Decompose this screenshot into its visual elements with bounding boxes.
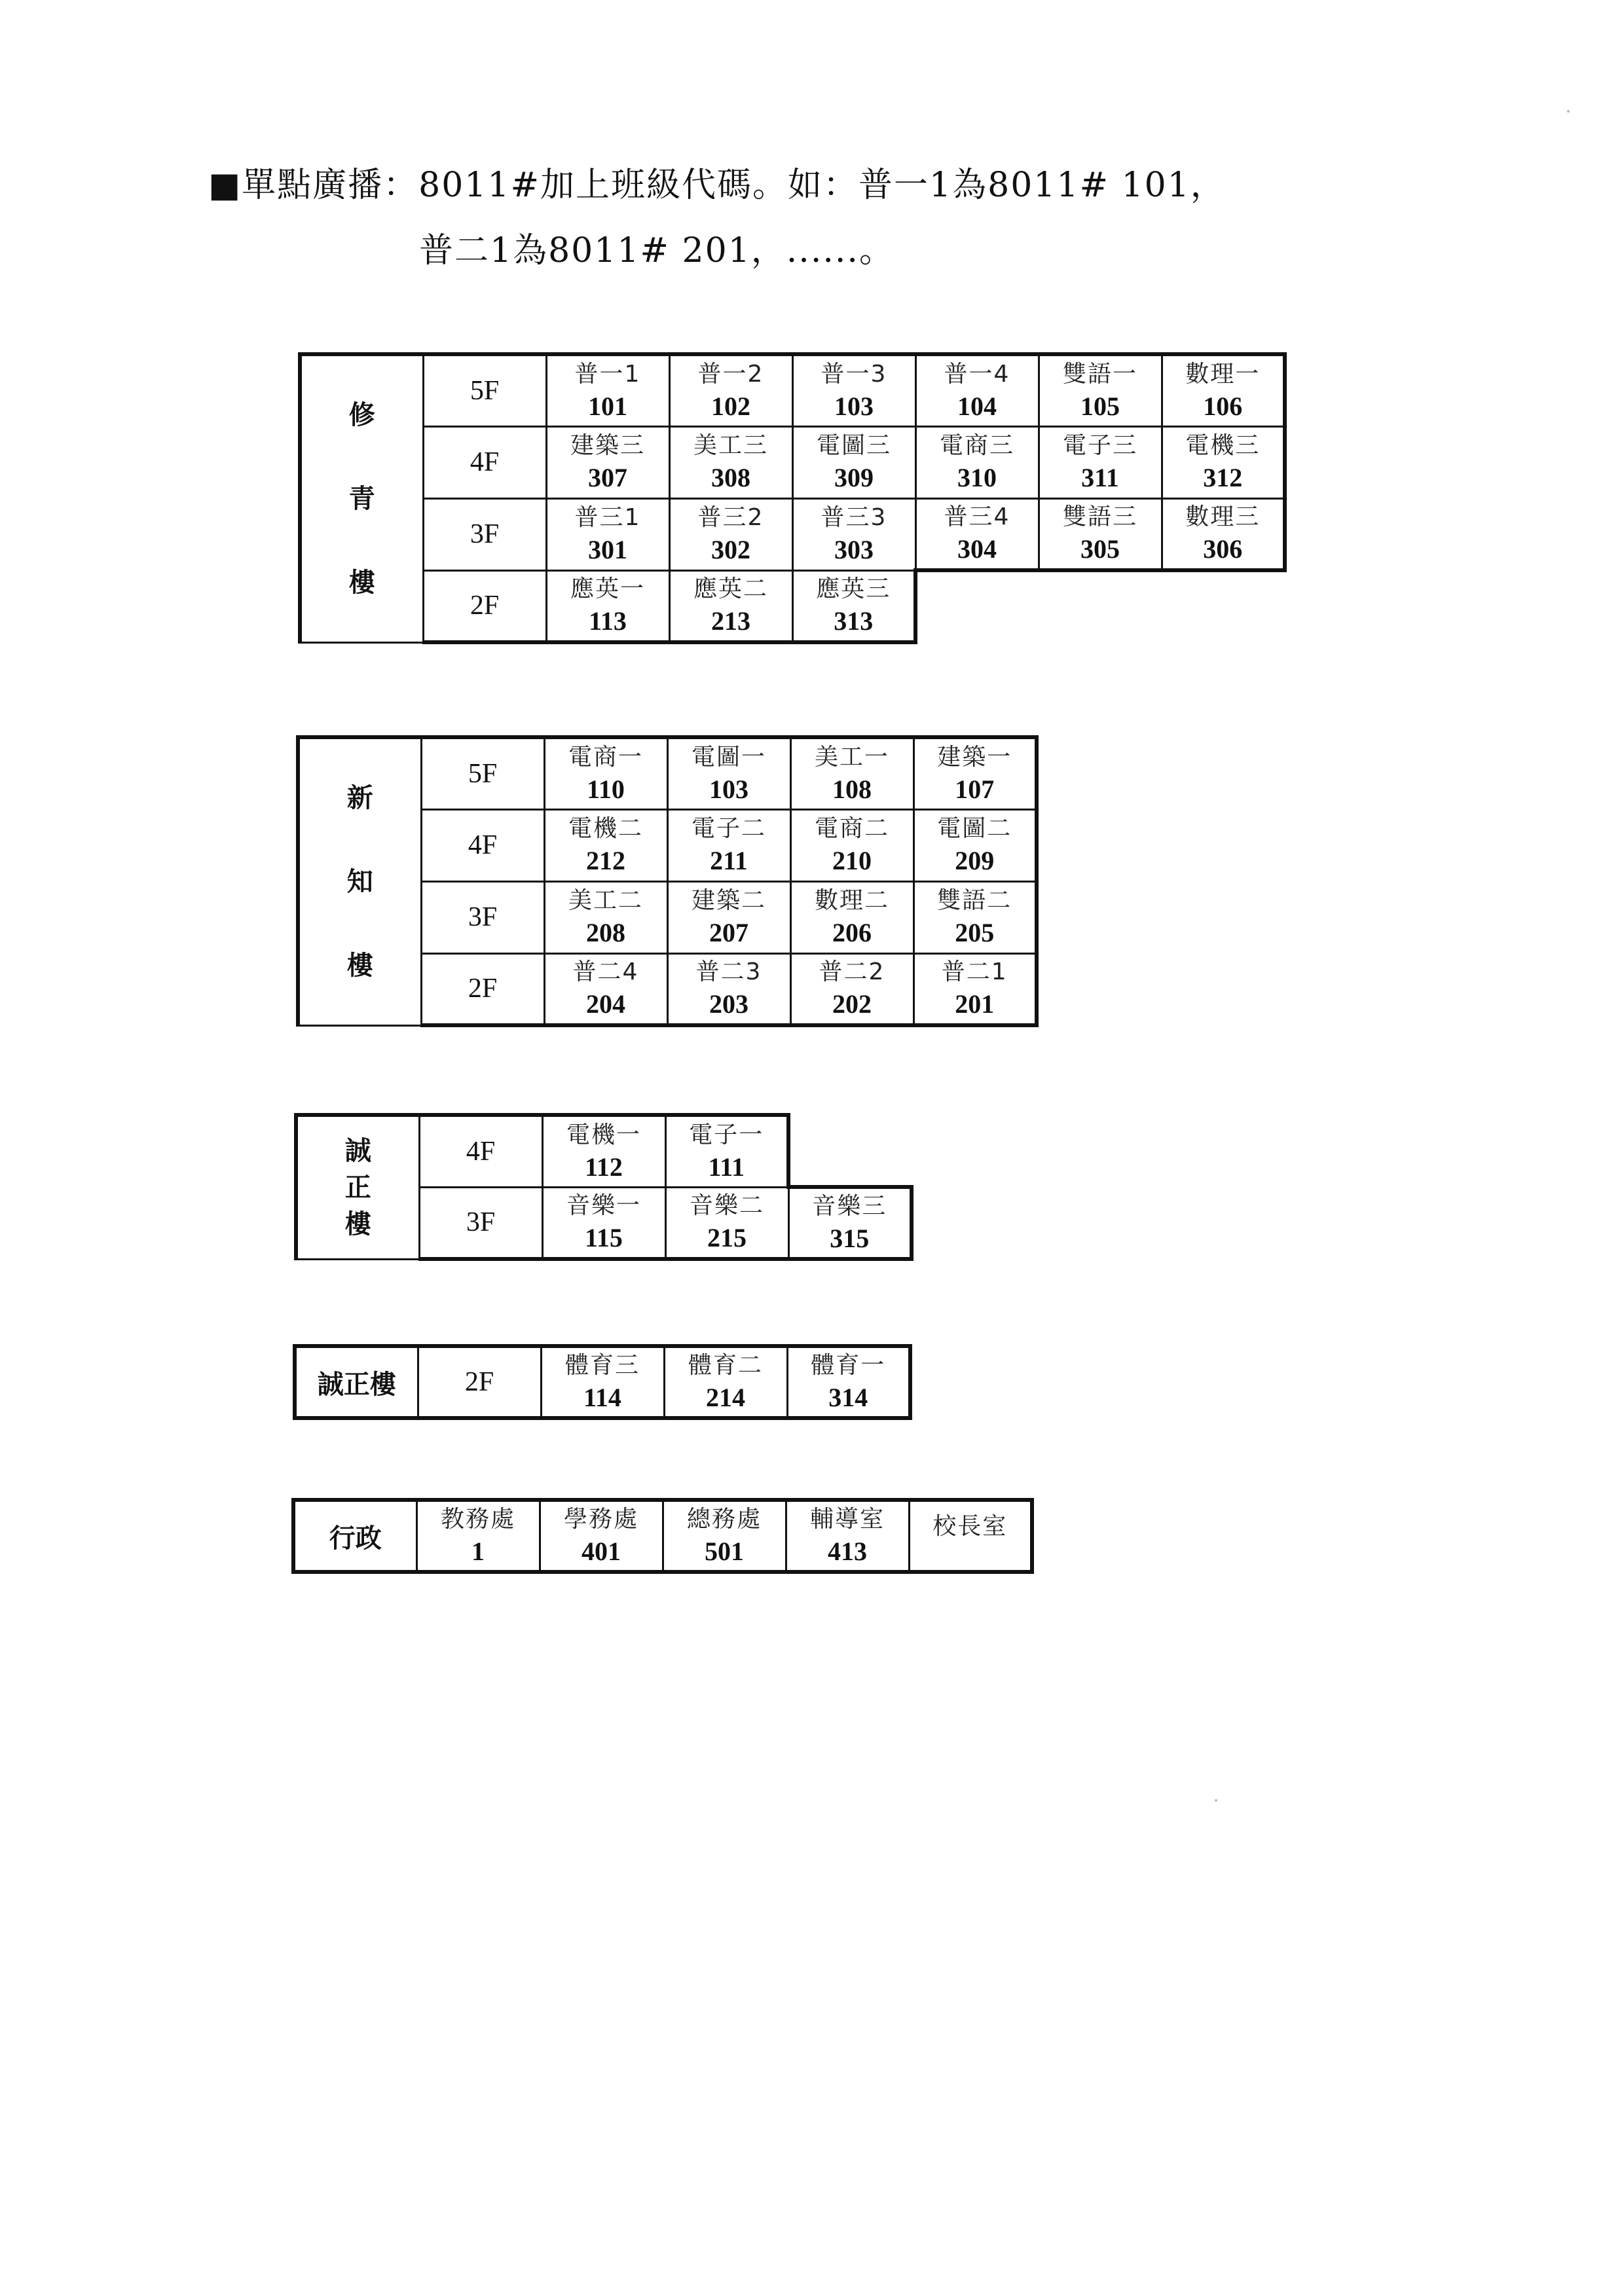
class-cell: 普一1 101: [546, 354, 669, 426]
office-cell: 輔導室 413: [786, 1500, 909, 1572]
class-cell: 電子一 111: [665, 1115, 788, 1187]
intro-line-1: ■單點廣播：8011#加上班級代碼。如：普一1為8011# 101，: [208, 166, 1226, 205]
class-cell: 電子二 211: [667, 809, 790, 881]
office-cell: 校長室: [909, 1500, 1032, 1572]
xinzhi-building-table: [296, 735, 1039, 1027]
intro-line-2: 普二1為8011# 201，......。: [419, 231, 895, 270]
class-cell: 體育一 314: [787, 1346, 910, 1418]
class-cell: 電商三 310: [915, 426, 1039, 498]
class-cell: 普一2 102: [669, 354, 792, 426]
class-cell: 應英一 113: [546, 570, 669, 642]
office-cell: 學務處 401: [540, 1500, 663, 1572]
class-cell: 電圖一 103: [667, 737, 790, 809]
empty-cell: [788, 1115, 912, 1187]
floor-label: 2F: [423, 570, 546, 642]
class-cell: 建築一 107: [913, 737, 1037, 809]
class-cell: 建築二 207: [667, 881, 790, 953]
class-cell: 電子三 311: [1039, 426, 1162, 498]
floor-label: 2F: [418, 1346, 541, 1418]
class-cell: 電商二 210: [790, 809, 913, 881]
class-cell: 體育三 114: [541, 1346, 664, 1418]
class-cell: 電圖三 309: [792, 426, 915, 498]
class-cell: 音樂二 215: [665, 1187, 788, 1259]
class-cell: 電商一 110: [544, 737, 667, 809]
floor-label: 5F: [423, 354, 546, 426]
building-name: 修 青 樓: [348, 399, 375, 598]
class-cell: 美工二 208: [544, 881, 667, 953]
class-cell: 雙語一 105: [1039, 354, 1162, 426]
office-cell: 教務處 1: [416, 1500, 540, 1572]
chengzheng-2f-table: [293, 1344, 912, 1420]
floor-label: 4F: [421, 809, 544, 881]
floor-label: 4F: [423, 426, 546, 498]
building-name: 誠 正 樓: [344, 1135, 371, 1239]
building-label: [296, 1115, 419, 1259]
class-cell: 體育二 214: [664, 1346, 787, 1418]
building-label: [298, 737, 421, 1025]
building-label: 誠正樓: [295, 1346, 418, 1418]
class-cell: 普一4 104: [915, 354, 1039, 426]
class-cell: 數理三 306: [1162, 498, 1285, 570]
class-cell: 電機二 212: [544, 809, 667, 881]
class-cell: 普二1 201: [913, 953, 1037, 1025]
floor-label: 3F: [421, 881, 544, 953]
empty-cell: [915, 570, 1039, 642]
class-cell: 建築三 307: [546, 426, 669, 498]
class-cell: 普三4 304: [915, 498, 1039, 570]
class-cell: 應英二 213: [669, 570, 792, 642]
floor-label: 2F: [421, 953, 544, 1025]
empty-cell: [1162, 570, 1285, 642]
building-name: 新 知 樓: [346, 782, 373, 981]
building-label: 行政: [293, 1500, 416, 1572]
class-cell: 普三3 303: [792, 498, 915, 570]
class-cell: 普二4 204: [544, 953, 667, 1025]
class-cell: 應英三 313: [792, 570, 915, 642]
xiuqing-building-table: [298, 352, 1287, 644]
floor-label: 3F: [423, 498, 546, 570]
office-cell: 總務處 501: [663, 1500, 786, 1572]
class-cell: 音樂一 115: [542, 1187, 665, 1259]
class-cell: 普一3 103: [792, 354, 915, 426]
class-cell: 普二3 203: [667, 953, 790, 1025]
class-cell: 普三2 302: [669, 498, 792, 570]
class-cell: 雙語三 305: [1039, 498, 1162, 570]
scan-speck: [1215, 1799, 1217, 1802]
class-cell: 電圖二 209: [913, 809, 1037, 881]
scan-speck: [1567, 110, 1570, 113]
class-cell: 數理二 206: [790, 881, 913, 953]
class-cell: 音樂三 315: [788, 1187, 912, 1259]
class-cell: 雙語二 205: [913, 881, 1037, 953]
chengzheng-building-table: [294, 1113, 913, 1261]
floor-label: 3F: [419, 1187, 542, 1259]
class-cell: 普二2 202: [790, 953, 913, 1025]
building-label: [300, 354, 423, 642]
class-cell: 數理一 106: [1162, 354, 1285, 426]
class-cell: 電機一 112: [542, 1115, 665, 1187]
empty-cell: [1039, 570, 1162, 642]
floor-label: 5F: [421, 737, 544, 809]
floor-label: 4F: [419, 1115, 542, 1187]
class-cell: 美工三 308: [669, 426, 792, 498]
class-cell: 電機三 312: [1162, 426, 1285, 498]
class-cell: 美工一 108: [790, 737, 913, 809]
administration-table: [291, 1498, 1034, 1574]
class-cell: 普三1 301: [546, 498, 669, 570]
